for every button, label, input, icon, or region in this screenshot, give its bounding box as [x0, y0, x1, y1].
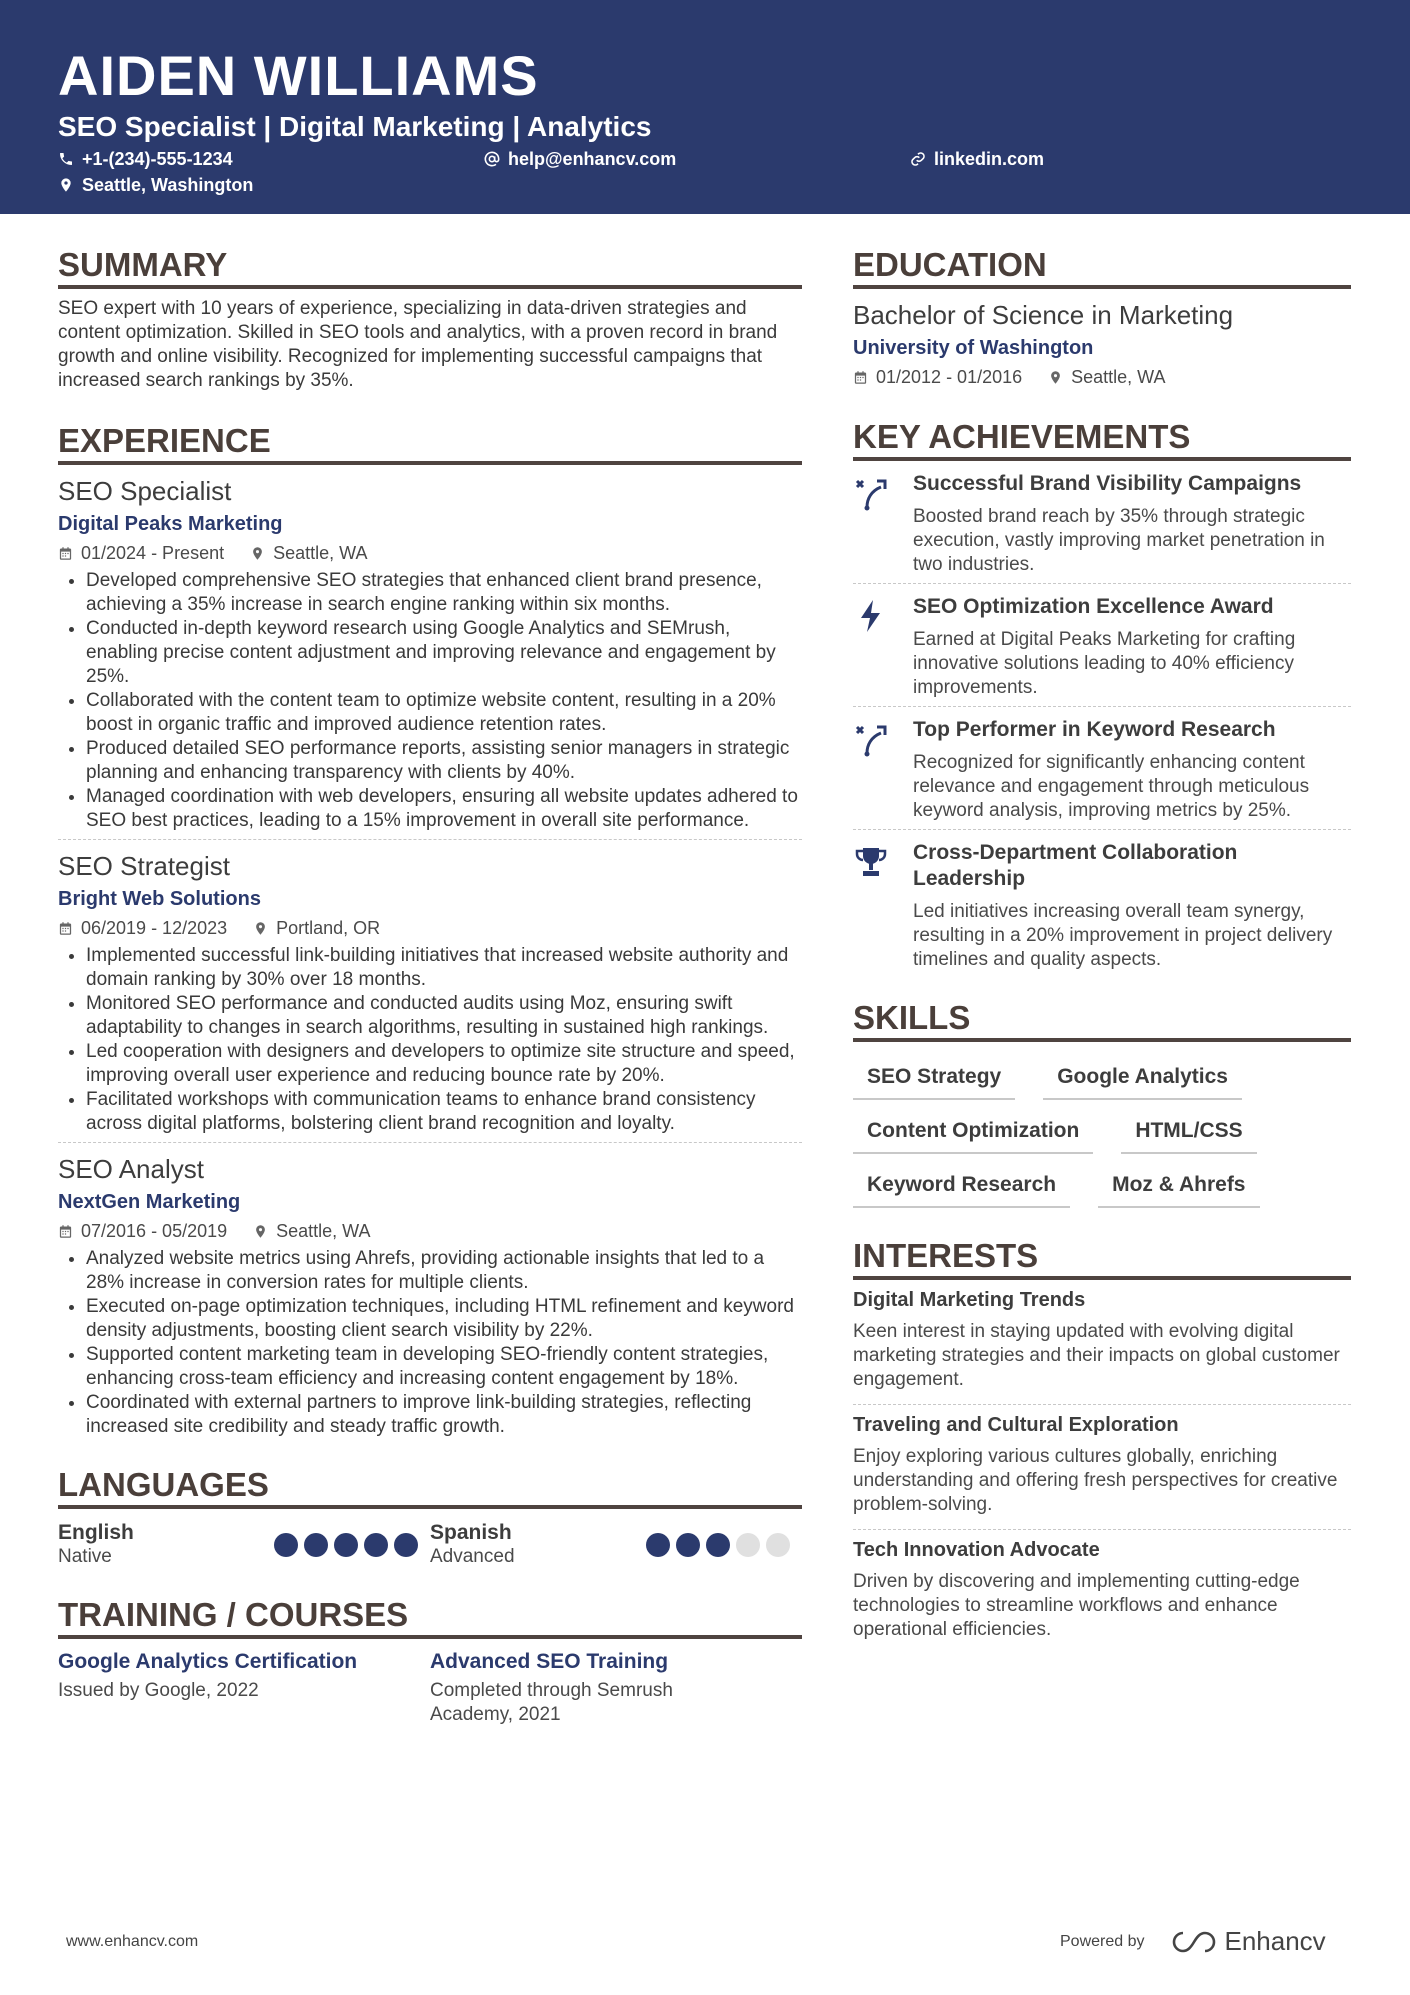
languages-section	[58, 1465, 802, 1569]
course-desc: Issued by Google, 2022	[58, 1680, 259, 1701]
achievement-entry	[853, 830, 1351, 978]
job-meta	[58, 916, 802, 940]
interest-title: Traveling and Cultural Exploration	[853, 1414, 1179, 1436]
right-column	[853, 245, 1351, 1654]
link-icon	[910, 151, 926, 167]
brand-name: Enhancv	[1224, 1926, 1326, 1956]
email-text: help@enhancv.com	[508, 149, 677, 169]
degree: Bachelor of Science in Marketing	[853, 300, 1234, 330]
interest-entry	[853, 1530, 1351, 1654]
job-bullet: • Facilitated workshops with communication teams to enhance brand consistency across digital platforms, bolstering client brand recognition and loyalty.	[86, 1088, 802, 1136]
job-bullets	[58, 1247, 802, 1439]
rating-dot	[766, 1533, 790, 1557]
interests-section	[853, 1236, 1351, 1654]
achievement-desc: Earned at Digital Peaks Marketing for crafting innovative solutions leading to 40% efficiency improvements.	[913, 629, 1296, 698]
interest-title: Digital Marketing Trends	[853, 1289, 1086, 1311]
powered-by-label: Powered by	[1060, 1932, 1145, 1950]
training-section	[58, 1595, 802, 1727]
rating-dot	[304, 1533, 328, 1557]
experience-section	[58, 421, 802, 1445]
job-bullet: • Developed comprehensive SEO strategies that enhanced client brand presence, achieving a 35% increase in search engine ranking within six months.	[86, 569, 802, 617]
education-location-text: Seattle, WA	[1071, 367, 1166, 387]
course-entry	[58, 1649, 430, 1727]
rating-dot	[646, 1533, 670, 1557]
job-meta	[58, 1219, 802, 1243]
calendar-icon	[58, 921, 73, 936]
achievement-entry	[853, 584, 1351, 707]
skill-tag: Moz & Ahrefs	[1098, 1160, 1259, 1208]
interest-list	[853, 1280, 1351, 1654]
rating-dot	[334, 1533, 358, 1557]
rating-dot	[274, 1533, 298, 1557]
location-pin-icon	[250, 546, 265, 561]
job-meta	[58, 541, 802, 565]
achievement-desc: Led initiatives increasing overall team synergy, resulting in a 20% improvement in project delivery timelines and quality aspects.	[913, 901, 1333, 970]
job-location	[253, 916, 380, 940]
rating-dot	[676, 1533, 700, 1557]
company-name: Bright Web Solutions	[58, 888, 261, 910]
interest-desc: Enjoy exploring various cultures globally, enriching understanding and offering fresh perspectives for creative problem-solving.	[853, 1446, 1338, 1515]
job-entry	[58, 475, 802, 840]
achievement-title: Top Performer in Keyword Research	[913, 718, 1276, 741]
job-bullet: • Conducted in-depth keyword research using Google Analytics and SEMrush, enabling precise content adjustment and improving relevance and engagement by 25%.	[86, 617, 802, 689]
job-dates: 06/2019 - 12/2023	[81, 918, 228, 938]
job-bullet: • Executed on-page optimization techniques, including HTML refinement and keyword density adjustments, boosting client search visibility by 22%.	[86, 1295, 802, 1343]
job-title: SEO Strategist	[58, 851, 230, 881]
language-name: Spanish	[430, 1521, 512, 1544]
calendar-icon	[58, 1224, 73, 1239]
education-location	[1048, 365, 1165, 389]
language-level: Advanced	[430, 1546, 515, 1567]
at-icon	[484, 151, 500, 167]
trophy-icon	[853, 840, 913, 972]
course-title: Advanced SEO Training	[430, 1650, 669, 1673]
language-entry	[58, 1521, 430, 1569]
brand-logo[interactable]	[1171, 1926, 1326, 1957]
enhancv-logo-icon	[1171, 1929, 1217, 1955]
interest-desc: Keen interest in staying updated with evolving digital marketing strategies and their impacts on global customer engagement.	[853, 1321, 1340, 1390]
experience-title: EXPERIENCE	[58, 421, 802, 465]
rating-dot	[736, 1533, 760, 1557]
job-bullet: • Coordinated with external partners to improve link-building strategies, reflecting increased site credibility and steady traffic growth.	[86, 1391, 802, 1439]
achievement-desc: Recognized for significantly enhancing content relevance and engagement through meticulous keyword analysis, improving metrics by 25%.	[913, 752, 1310, 821]
job-bullet: • Monitored SEO performance and conducted audits using Moz, ensuring swift adaptability to changes in search algorithms, resulting in sustained high rankings.	[86, 992, 802, 1040]
job-dates: 07/2016 - 05/2019	[81, 1221, 228, 1241]
course-entry	[430, 1649, 802, 1727]
job-bullet: • Collaborated with the content team to optimize website content, resulting in a 20% boost in organic traffic and improved audience retention rates.	[86, 689, 802, 737]
job-bullet: • Supported content marketing team in developing SEO-friendly content strategies, enhancing cross-team efficiency and increasing content engagement by 18%.	[86, 1343, 802, 1391]
company-name: NextGen Marketing	[58, 1191, 241, 1213]
education-dates: 01/2012 - 01/2016	[876, 367, 1023, 387]
skill-tag: Google Analytics	[1043, 1052, 1242, 1100]
summary-text: SEO expert with 10 years of experience, specializing in data-driven strategies and content optimization. Skilled in SEO tools and analytics, with a proven record in brand growth and online visibility. Recognized for implementing successful campaigns that increased search rankings by 35%.	[58, 298, 778, 391]
strategy-icon	[853, 717, 913, 823]
achievement-title: Cross-Department Collaboration Leadership	[913, 841, 1238, 890]
job-location	[250, 541, 367, 565]
language-rating	[274, 1533, 418, 1557]
achievement-list	[853, 461, 1351, 978]
language-level: Native	[58, 1546, 112, 1567]
school: University of Washington	[853, 337, 1094, 359]
education-section	[853, 245, 1351, 389]
achievement-title: Successful Brand Visibility Campaigns	[913, 472, 1302, 495]
subtitle: SEO Specialist | Digital Marketing | Analytics	[58, 111, 652, 142]
location-pin-icon	[58, 177, 74, 193]
language-entry	[430, 1521, 802, 1569]
phone-icon	[58, 151, 74, 167]
rating-dot	[394, 1533, 418, 1557]
calendar-icon	[853, 370, 868, 385]
education-meta	[853, 365, 1351, 389]
training-title: TRAINING / COURSES	[58, 1595, 802, 1639]
lightning-icon	[853, 594, 913, 700]
email[interactable]	[484, 148, 676, 170]
job-bullets	[58, 569, 802, 833]
job-entry	[58, 1153, 802, 1445]
achievement-title: SEO Optimization Excellence Award	[913, 595, 1274, 618]
language-list	[58, 1521, 802, 1569]
skill-tag: Content Optimization	[853, 1106, 1093, 1154]
achievements-section	[853, 417, 1351, 978]
job-bullet: • Analyzed website metrics using Ahrefs, providing actionable insights that led to a 28% increase in conversion rates for multiple clients.	[86, 1247, 802, 1295]
name: AIDEN WILLIAMS	[58, 44, 539, 107]
job-bullet: • Implemented successful link-building initiatives that increased website authority and domain ranking by 30% over 18 months.	[86, 944, 802, 992]
job-location-text: Seattle, WA	[276, 1221, 371, 1241]
company-name: Digital Peaks Marketing	[58, 513, 283, 535]
job-entry	[58, 850, 802, 1143]
header	[0, 0, 1410, 214]
location	[58, 174, 253, 196]
skill-tag: SEO Strategy	[853, 1052, 1015, 1100]
location-text: Seattle, Washington	[82, 175, 254, 195]
interest-title: Tech Innovation Advocate	[853, 1539, 1100, 1561]
calendar-icon	[58, 546, 73, 561]
footer-website[interactable]: www.enhancv.com	[66, 1933, 199, 1950]
summary-section	[58, 245, 802, 393]
job-title: SEO Specialist	[58, 476, 232, 506]
job-bullet: • Produced detailed SEO performance reports, assisting senior managers in strategic planning and enhancing transparency with clients by 40%.	[86, 737, 802, 785]
language-name: English	[58, 1521, 134, 1544]
rating-dot	[364, 1533, 388, 1557]
phone-text: +1-(234)-555-1234	[82, 149, 233, 169]
interest-entry	[853, 1280, 1351, 1405]
achievement-entry	[853, 461, 1351, 584]
interest-entry	[853, 1405, 1351, 1530]
course-desc: Completed through Semrush Academy, 2021	[430, 1680, 673, 1725]
course-list	[58, 1649, 802, 1727]
job-location-text: Portland, OR	[276, 918, 381, 938]
skills-section	[853, 998, 1351, 1214]
job-location-text: Seattle, WA	[273, 543, 368, 563]
skill-tag: HTML/CSS	[1121, 1106, 1256, 1154]
languages-title: LANGUAGES	[58, 1465, 802, 1509]
job-title: SEO Analyst	[58, 1154, 204, 1184]
phone[interactable]	[58, 148, 233, 170]
footer-branding	[1060, 1926, 1326, 1957]
interest-desc: Driven by discovering and implementing cutting-edge technologies to streamline workflows and enhance operational efficiencies.	[853, 1571, 1300, 1640]
skill-tag: Keyword Research	[853, 1160, 1070, 1208]
interests-title: INTERESTS	[853, 1236, 1351, 1280]
linkedin-link[interactable]	[910, 148, 1044, 170]
location-pin-icon	[253, 1224, 268, 1239]
strategy-icon	[853, 471, 913, 577]
course-title: Google Analytics Certification	[58, 1650, 358, 1673]
education-title: EDUCATION	[853, 245, 1351, 289]
job-list	[58, 475, 802, 1445]
left-column	[58, 245, 802, 1727]
achievement-entry	[853, 707, 1351, 830]
achievement-desc: Boosted brand reach by 35% through strategic execution, vastly improving market penetration in two industries.	[913, 506, 1325, 575]
skills-title: SKILLS	[853, 998, 1351, 1042]
location-pin-icon	[1048, 370, 1063, 385]
location-pin-icon	[253, 921, 268, 936]
link-text: linkedin.com	[934, 149, 1045, 169]
job-bullet: • Led cooperation with designers and developers to optimize site structure and speed, improving overall user experience and reducing bounce rate by 20%.	[86, 1040, 802, 1088]
achievements-title: KEY ACHIEVEMENTS	[853, 417, 1351, 461]
rating-dot	[706, 1533, 730, 1557]
job-dates: 01/2024 - Present	[81, 543, 225, 563]
job-location	[253, 1219, 370, 1243]
job-bullets	[58, 944, 802, 1136]
job-bullet: • Managed coordination with web developers, ensuring all website updates adhered to SEO best practices, leading to a 15% improvement in overall site performance.	[86, 785, 802, 833]
skill-list	[853, 1052, 1351, 1214]
summary-title: SUMMARY	[58, 245, 802, 289]
language-rating	[646, 1533, 790, 1557]
